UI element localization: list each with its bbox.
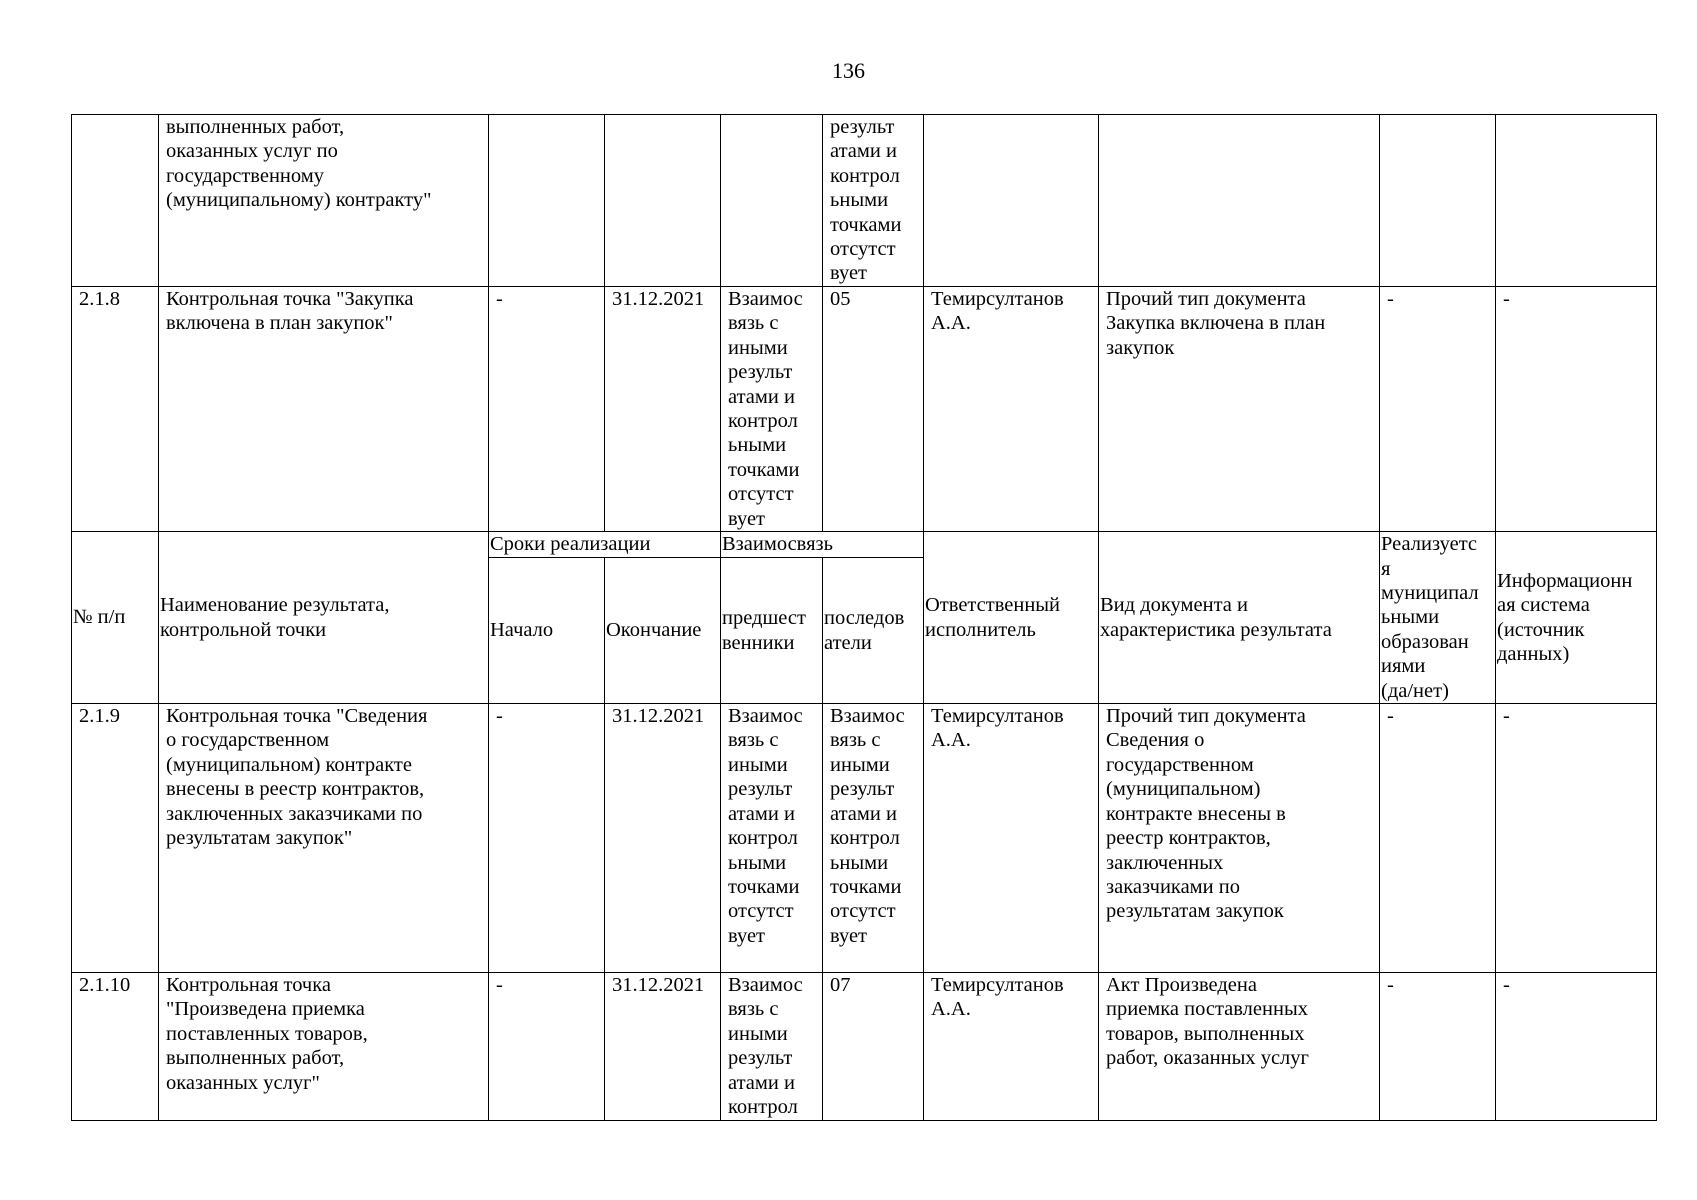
cell-successors: Взаимос вязь с иными результ атами и контрол ьными точками отсутст вует xyxy=(823,704,924,973)
header-successors: последов атели xyxy=(823,558,924,704)
cell-end: 31.12.2021 xyxy=(605,973,721,1121)
header-end: Окончание xyxy=(605,558,721,704)
cell-responsible: Темирсултанов А.А. xyxy=(924,973,1099,1121)
cell-doc-type: Акт Произведена приемка поставленных товаров, выполненных работ, оказанных услуг xyxy=(1099,973,1380,1121)
header-responsible: Ответственный исполнитель xyxy=(924,532,1099,704)
cell-successors: 07 xyxy=(823,973,924,1121)
cell-start: - xyxy=(489,287,605,532)
header-doc-type: Вид документа и характеристика результата xyxy=(1099,532,1380,704)
header-start: Начало xyxy=(489,558,605,704)
cell-name: выполненных работ, оказанных услуг по государственному (муниципальному) контракту" xyxy=(159,115,489,287)
table-row xyxy=(72,973,1657,1121)
cell-successors: результ атами и контрол ьными точками отсутст вует xyxy=(823,115,924,287)
cell-info-system: - xyxy=(1496,973,1657,1121)
table-row xyxy=(72,115,1657,287)
cell-responsible xyxy=(924,115,1099,287)
header-name: Наименование результата, контрольной точки xyxy=(159,532,489,704)
cell-num xyxy=(72,115,159,287)
cell-name: Контрольная точка "Закупка включена в план закупок" xyxy=(159,287,489,532)
header-predecessors: предшест венники xyxy=(721,558,823,704)
cell-doc-type xyxy=(1099,115,1380,287)
cell-num: 2.1.10 xyxy=(72,973,159,1121)
cell-successors: 05 xyxy=(823,287,924,532)
header-info-system: Информационн ая система (источник данных) xyxy=(1496,532,1657,704)
cell-info-system: - xyxy=(1496,704,1657,973)
cell-municipal: - xyxy=(1380,704,1496,973)
header-municipal: Реализуетс я муниципал ьными образован иями (да/нет) xyxy=(1380,532,1496,704)
page-number: 136 xyxy=(832,58,865,83)
cell-predecessors: Взаимос вязь с иными результ атами и контрол ьными точками отсутст вует xyxy=(721,704,823,973)
cell-predecessors xyxy=(721,115,823,287)
cell-info-system: - xyxy=(1496,287,1657,532)
table-header-row xyxy=(72,532,1657,558)
header-relation: Взаимосвязь xyxy=(721,532,924,558)
cell-predecessors: Взаимос вязь с иными результ атами и контрол ьными точками отсутст вует xyxy=(721,287,823,532)
cell-doc-type: Прочий тип документа Закупка включена в план закупок xyxy=(1099,287,1380,532)
header-num: № п/п xyxy=(72,532,159,704)
cell-end xyxy=(605,115,721,287)
cell-name: Контрольная точка "Произведена приемка поставленных товаров, выполненных работ, оказанных услуг" xyxy=(159,973,489,1121)
cell-name: Контрольная точка "Сведения о государственном (муниципальном) контракте внесены в реестр контрактов, заключенных заказчиками по результатам закупок" xyxy=(159,704,489,973)
header-terms: Сроки реализации xyxy=(489,532,721,558)
table-row xyxy=(72,704,1657,973)
cell-municipal: - xyxy=(1380,973,1496,1121)
cell-end: 31.12.2021 xyxy=(605,287,721,532)
cell-municipal xyxy=(1380,115,1496,287)
cell-num: 2.1.9 xyxy=(72,704,159,973)
cell-predecessors: Взаимос вязь с иными результ атами и контрол xyxy=(721,973,823,1121)
cell-responsible: Темирсултанов А.А. xyxy=(924,287,1099,532)
cell-start xyxy=(489,115,605,287)
cell-start: - xyxy=(489,704,605,973)
cell-responsible: Темирсултанов А.А. xyxy=(924,704,1099,973)
cell-municipal: - xyxy=(1380,287,1496,532)
cell-num: 2.1.8 xyxy=(72,287,159,532)
cell-doc-type: Прочий тип документа Сведения о государственном (муниципальном) контракте внесены в реестр контрактов, заключенных заказчиками по результатам закупок xyxy=(1099,704,1380,973)
results-table xyxy=(71,114,1657,1121)
table-row xyxy=(72,287,1657,532)
cell-end: 31.12.2021 xyxy=(605,704,721,973)
cell-start: - xyxy=(489,973,605,1121)
cell-info-system xyxy=(1496,115,1657,287)
